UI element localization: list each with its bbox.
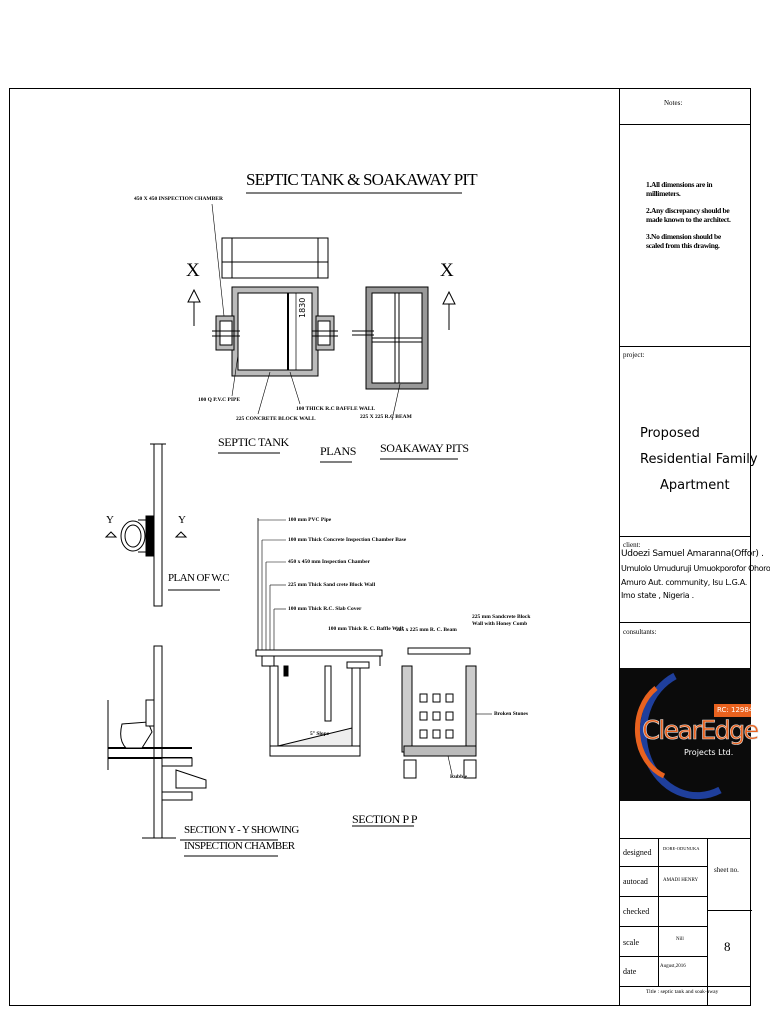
- date-label: date: [623, 967, 637, 976]
- label-x-right: X: [440, 260, 454, 281]
- info-left-column: [620, 838, 708, 1006]
- label-rubble: Rubble: [450, 774, 468, 780]
- label-baffle-wall: 100 THICK R.C BAFFLE WALL: [296, 406, 376, 412]
- sheet-label: sheet no.: [714, 866, 739, 874]
- label-sec-slab: 100 mm Thick R.C. Slab Cover: [288, 606, 362, 612]
- company-logo: [620, 668, 763, 801]
- septic-tank-plan: [188, 204, 338, 414]
- label-inspection-chamber: 450 X 450 INSPECTION CHAMBER: [134, 196, 223, 202]
- designed-label: designed: [623, 848, 652, 857]
- label-rc-beam: 225 X 225 R.C BEAM: [360, 414, 412, 420]
- label-dimension: 1830: [298, 297, 307, 318]
- project-line-2: Residential Family: [640, 452, 758, 467]
- client-line-2: Umulolo Umuduruji Umuokporofor Ohoro: [621, 564, 770, 573]
- label-slope: 5° Slope: [310, 731, 330, 737]
- label-septic-tank: SEPTIC TANK: [218, 435, 289, 449]
- consultants-label: consultants:: [623, 628, 657, 636]
- project-label: project:: [623, 351, 645, 359]
- client-line-4: Imo state , Nigeria .: [621, 591, 694, 600]
- project-line-3: Apartment: [660, 478, 730, 493]
- label-plan-wc: PLAN OF W.C: [168, 572, 229, 584]
- date-value: August,2016: [660, 964, 686, 969]
- label-x-left: X: [186, 260, 200, 281]
- title-block: [619, 88, 770, 1006]
- label-sec-block-wall: 225 mm Thick Sand crete Block Wall: [288, 582, 376, 588]
- title-footer: Title : septic tank and soak-away: [646, 989, 719, 995]
- note-1: 1.All dimensions are in millimeters.: [646, 180, 713, 198]
- label-concrete-wall: 225 CONCRETE BLOCK WALL: [236, 416, 316, 422]
- client-line-3: Amuro Aut. community, Isu L.G.A.: [621, 578, 748, 587]
- logo-sub: Projects Ltd.: [684, 748, 734, 757]
- scale-label: scale: [623, 938, 639, 947]
- checked-label: checked: [623, 907, 650, 916]
- label-sec-beam: 225 x 225 mm R. C. Beam: [396, 627, 457, 633]
- autocad-label: autocad: [623, 877, 648, 886]
- note-2: 2.Any discrepancy should be made known to the architect.: [646, 206, 731, 224]
- label-inspection-chamber-section: INSPECTION CHAMBER: [184, 840, 295, 852]
- label-soakaway-pits: SOAKAWAY PITS: [380, 441, 469, 455]
- label-sec-honeycomb: 225 mm Sandcrete Block Wall with Honey Comb: [472, 614, 531, 627]
- label-broken-stones: Broken Stones: [494, 711, 528, 717]
- notes-label: Notes:: [664, 99, 683, 107]
- label-y-right: Y: [178, 514, 186, 526]
- label-sec-base: 100 mm Thick Concrete Inspection Chamber Base: [288, 537, 407, 543]
- logo-rc: RC: 1298470: [717, 706, 763, 714]
- client-line-1: Udoezi Samuel Amaranna(Offor) .: [621, 549, 764, 559]
- label-sec-baffle: 100 mm Thick R. C. Baffle Wall: [328, 626, 403, 632]
- autocad-value: AMADI HENRY: [663, 878, 699, 883]
- soakaway-pit-plan: [352, 287, 455, 420]
- label-y-left: Y: [106, 514, 114, 526]
- label-sec-chamber: 450 x 450 mm Inspection Chamber: [288, 559, 371, 565]
- client-label: client:: [623, 541, 641, 549]
- drawing-title: SEPTIC TANK & SOAKAWAY PIT: [246, 170, 477, 189]
- label-plans: PLANS: [320, 444, 357, 458]
- notes-list: [646, 180, 736, 258]
- sheet-value: 8: [724, 939, 731, 954]
- note-3: 3.No dimension should be scaled from this drawing.: [646, 232, 721, 250]
- logo-name: ClearEdge: [642, 716, 758, 746]
- label-pvc-pipe: 100 Q P.V.C PIPE: [198, 397, 241, 403]
- label-section-pp: SECTION P P: [352, 812, 418, 826]
- project-line-1: Proposed: [640, 426, 700, 441]
- label-section-yy: SECTION Y - Y SHOWING: [184, 824, 299, 836]
- scale-value: Nill: [676, 937, 684, 942]
- designed-value: DORE-ODUNUKA: [663, 846, 700, 851]
- label-sec-pvc: 100 mm PVC Pipe: [288, 517, 332, 523]
